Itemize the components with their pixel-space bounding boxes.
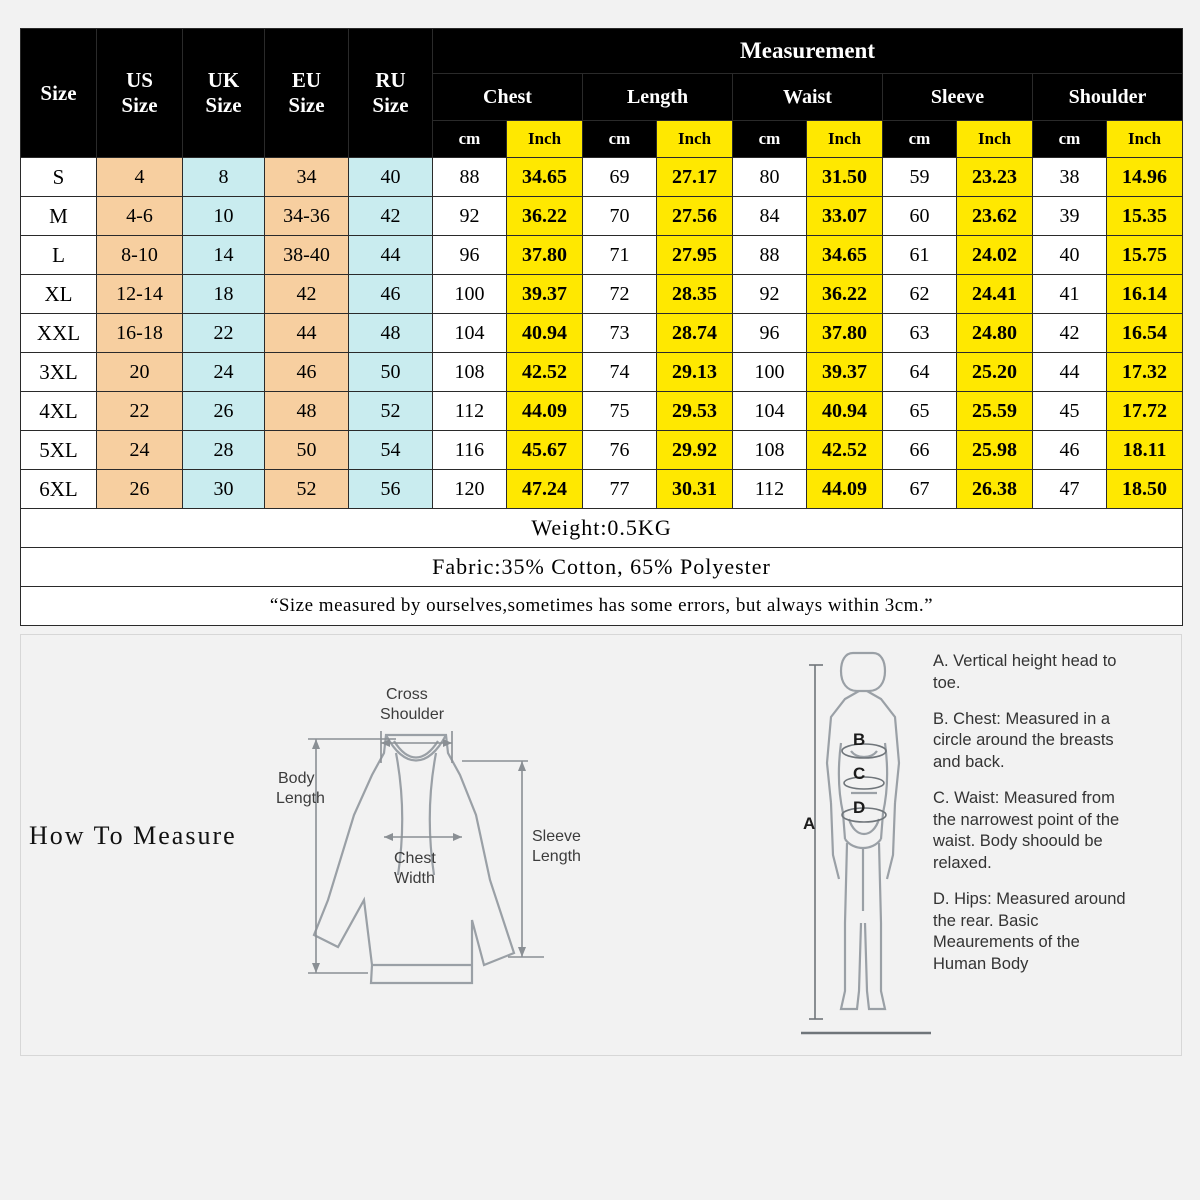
label-chest-width-line1: Chest <box>394 850 436 867</box>
cell-us: 24 <box>97 431 183 470</box>
table-row <box>21 275 1183 314</box>
cell-eu: 44 <box>265 314 349 353</box>
unit-chest-cm: cm <box>433 121 507 158</box>
cell-chest-cm: 92 <box>433 197 507 236</box>
col-header-shoulder: Shoulder <box>1033 74 1183 121</box>
cell-waist-inch: 33.07 <box>807 197 883 236</box>
cell-shoulder-cm: 40 <box>1033 236 1107 275</box>
note-row-fabric <box>21 548 1183 587</box>
cell-chest-cm: 104 <box>433 314 507 353</box>
cell-shoulder-inch: 18.50 <box>1107 470 1183 509</box>
cell-length-inch: 29.13 <box>657 353 733 392</box>
note-row-disclaimer <box>21 587 1183 626</box>
col-header-eu-line1: EU <box>291 68 322 92</box>
cell-ru: 44 <box>349 236 433 275</box>
col-header-us-line2: Size <box>121 93 158 117</box>
shirt-diagram <box>276 665 606 1010</box>
cell-shoulder-inch: 15.75 <box>1107 236 1183 275</box>
cell-chest-cm: 96 <box>433 236 507 275</box>
note-fabric: Fabric:35% Cotton, 65% Polyester <box>21 548 1183 587</box>
cell-chest-inch: 36.22 <box>507 197 583 236</box>
cell-sleeve-cm: 64 <box>883 353 957 392</box>
unit-sleeve-cm: cm <box>883 121 957 158</box>
label-sleeve-length-line2: Length <box>532 848 581 865</box>
cell-length-inch: 30.31 <box>657 470 733 509</box>
cell-shoulder-cm: 46 <box>1033 431 1107 470</box>
cell-chest-inch: 47.24 <box>507 470 583 509</box>
cell-uk: 22 <box>183 314 265 353</box>
cell-waist-cm: 84 <box>733 197 807 236</box>
unit-chest-inch: Inch <box>507 121 583 158</box>
cell-shoulder-inch: 15.35 <box>1107 197 1183 236</box>
how-to-measure-title: How To Measure <box>29 821 237 850</box>
cell-chest-inch: 39.37 <box>507 275 583 314</box>
cell-length-inch: 27.95 <box>657 236 733 275</box>
col-header-sleeve: Sleeve <box>883 74 1033 121</box>
col-header-eu-line2: Size <box>288 93 325 117</box>
cell-length-inch: 29.92 <box>657 431 733 470</box>
cell-shoulder-cm: 39 <box>1033 197 1107 236</box>
cell-length-inch: 27.17 <box>657 158 733 197</box>
cell-shoulder-cm: 44 <box>1033 353 1107 392</box>
cell-length-inch: 27.56 <box>657 197 733 236</box>
cell-waist-inch: 40.94 <box>807 392 883 431</box>
cell-eu: 46 <box>265 353 349 392</box>
body-marker-a: A <box>803 814 816 833</box>
cell-sleeve-cm: 65 <box>883 392 957 431</box>
cell-chest-cm: 112 <box>433 392 507 431</box>
cell-length-cm: 75 <box>583 392 657 431</box>
col-header-ru-line2: Size <box>372 93 409 117</box>
cell-length-inch: 29.53 <box>657 392 733 431</box>
cell-eu: 52 <box>265 470 349 509</box>
unit-waist-cm: cm <box>733 121 807 158</box>
col-header-waist: Waist <box>733 74 883 121</box>
cell-length-cm: 70 <box>583 197 657 236</box>
cell-us: 4 <box>97 158 183 197</box>
unit-waist-inch: Inch <box>807 121 883 158</box>
cell-uk: 18 <box>183 275 265 314</box>
cell-shoulder-cm: 47 <box>1033 470 1107 509</box>
cell-sleeve-cm: 60 <box>883 197 957 236</box>
cell-waist-inch: 31.50 <box>807 158 883 197</box>
cell-ru: 56 <box>349 470 433 509</box>
cell-ru: 42 <box>349 197 433 236</box>
table-header-row-1 <box>21 29 1183 74</box>
cell-shoulder-cm: 45 <box>1033 392 1107 431</box>
cell-chest-inch: 37.80 <box>507 236 583 275</box>
label-cross-shoulder-line2: Shoulder <box>380 706 445 723</box>
label-cross-shoulder-line1: Cross <box>386 686 428 703</box>
cell-waist-inch: 39.37 <box>807 353 883 392</box>
cell-sleeve-cm: 59 <box>883 158 957 197</box>
legend-item-d: D. Hips: Measured around the rear. Basic Meaurements of the Human Body <box>933 889 1126 974</box>
cell-size: M <box>21 197 97 236</box>
col-header-uk-line1: UK <box>207 68 240 92</box>
cell-shoulder-cm: 41 <box>1033 275 1107 314</box>
col-header-eu-size <box>265 29 349 158</box>
table-row <box>21 470 1183 509</box>
cell-us: 4-6 <box>97 197 183 236</box>
cell-shoulder-inch: 16.14 <box>1107 275 1183 314</box>
col-header-ru-line1: RU <box>375 68 406 92</box>
cell-us: 8-10 <box>97 236 183 275</box>
cell-sleeve-inch: 23.62 <box>957 197 1033 236</box>
col-header-ru-size <box>349 29 433 158</box>
cell-shoulder-cm: 38 <box>1033 158 1107 197</box>
cell-size: L <box>21 236 97 275</box>
cell-uk: 8 <box>183 158 265 197</box>
body-marker-b: B <box>853 730 866 749</box>
label-body-length-line1: Body <box>278 770 315 787</box>
cell-sleeve-inch: 24.41 <box>957 275 1033 314</box>
unit-shoulder-inch: Inch <box>1107 121 1183 158</box>
cell-ru: 50 <box>349 353 433 392</box>
cell-sleeve-cm: 63 <box>883 314 957 353</box>
label-chest-width-line2: Width <box>394 870 435 887</box>
cell-uk: 26 <box>183 392 265 431</box>
cell-waist-inch: 36.22 <box>807 275 883 314</box>
cell-us: 12-14 <box>97 275 183 314</box>
cell-uk: 14 <box>183 236 265 275</box>
cell-waist-inch: 37.80 <box>807 314 883 353</box>
size-chart-table <box>20 28 1183 626</box>
table-row <box>21 236 1183 275</box>
col-header-uk-size <box>183 29 265 158</box>
cell-waist-cm: 92 <box>733 275 807 314</box>
legend-item-b: B. Chest: Measured in a circle around the breasts and back. <box>933 709 1114 772</box>
cell-sleeve-inch: 26.38 <box>957 470 1033 509</box>
unit-sleeve-inch: Inch <box>957 121 1033 158</box>
cell-sleeve-inch: 24.80 <box>957 314 1033 353</box>
cell-chest-cm: 108 <box>433 353 507 392</box>
cell-size: S <box>21 158 97 197</box>
cell-waist-inch: 44.09 <box>807 470 883 509</box>
cell-ru: 54 <box>349 431 433 470</box>
col-header-us-size <box>97 29 183 158</box>
cell-size: 6XL <box>21 470 97 509</box>
cell-ru: 52 <box>349 392 433 431</box>
cell-length-cm: 74 <box>583 353 657 392</box>
cell-chest-inch: 40.94 <box>507 314 583 353</box>
cell-eu: 42 <box>265 275 349 314</box>
table-row <box>21 197 1183 236</box>
col-header-uk-line2: Size <box>205 93 242 117</box>
cell-uk: 30 <box>183 470 265 509</box>
unit-length-cm: cm <box>583 121 657 158</box>
cell-chest-inch: 44.09 <box>507 392 583 431</box>
how-to-measure-panel <box>20 634 1182 1056</box>
col-header-us-line1: US <box>126 68 153 92</box>
cell-us: 22 <box>97 392 183 431</box>
cell-sleeve-cm: 66 <box>883 431 957 470</box>
cell-size: 5XL <box>21 431 97 470</box>
cell-shoulder-inch: 17.32 <box>1107 353 1183 392</box>
cell-sleeve-cm: 67 <box>883 470 957 509</box>
cell-shoulder-cm: 42 <box>1033 314 1107 353</box>
cell-chest-inch: 45.67 <box>507 431 583 470</box>
cell-sleeve-cm: 61 <box>883 236 957 275</box>
cell-sleeve-inch: 24.02 <box>957 236 1033 275</box>
cell-ru: 40 <box>349 158 433 197</box>
cell-ru: 48 <box>349 314 433 353</box>
table-row <box>21 314 1183 353</box>
cell-waist-inch: 42.52 <box>807 431 883 470</box>
note-row-weight <box>21 509 1183 548</box>
cell-size: 3XL <box>21 353 97 392</box>
legend-item-a: A. Vertical height head to toe. <box>933 652 1117 692</box>
unit-length-inch: Inch <box>657 121 733 158</box>
cell-eu: 48 <box>265 392 349 431</box>
cell-length-cm: 76 <box>583 431 657 470</box>
legend-item-c: C. Waist: Measured from the narrowest point of the waist. Body shoould be relaxed. <box>933 788 1120 873</box>
body-diagram <box>801 643 931 1048</box>
cell-waist-cm: 96 <box>733 314 807 353</box>
cell-length-cm: 77 <box>583 470 657 509</box>
col-header-length: Length <box>583 74 733 121</box>
cell-waist-cm: 108 <box>733 431 807 470</box>
cell-waist-cm: 104 <box>733 392 807 431</box>
cell-sleeve-inch: 25.59 <box>957 392 1033 431</box>
table-row <box>21 392 1183 431</box>
col-header-measurement: Measurement <box>433 29 1183 74</box>
cell-eu: 34-36 <box>265 197 349 236</box>
cell-chest-cm: 120 <box>433 470 507 509</box>
cell-length-cm: 73 <box>583 314 657 353</box>
cell-chest-inch: 34.65 <box>507 158 583 197</box>
table-row <box>21 431 1183 470</box>
measure-legend <box>933 651 1133 976</box>
cell-waist-cm: 100 <box>733 353 807 392</box>
table-row <box>21 158 1183 197</box>
col-header-size: Size <box>21 29 97 158</box>
cell-length-inch: 28.35 <box>657 275 733 314</box>
body-marker-d: D <box>853 798 866 817</box>
cell-eu: 34 <box>265 158 349 197</box>
cell-sleeve-inch: 25.20 <box>957 353 1033 392</box>
cell-eu: 38-40 <box>265 236 349 275</box>
cell-chest-cm: 100 <box>433 275 507 314</box>
table-row <box>21 353 1183 392</box>
cell-sleeve-inch: 25.98 <box>957 431 1033 470</box>
cell-size: XXL <box>21 314 97 353</box>
cell-chest-cm: 116 <box>433 431 507 470</box>
cell-chest-cm: 88 <box>433 158 507 197</box>
cell-us: 26 <box>97 470 183 509</box>
cell-shoulder-inch: 16.54 <box>1107 314 1183 353</box>
cell-sleeve-cm: 62 <box>883 275 957 314</box>
cell-length-cm: 71 <box>583 236 657 275</box>
label-sleeve-length-line1: Sleeve <box>532 828 581 845</box>
cell-waist-cm: 80 <box>733 158 807 197</box>
cell-shoulder-inch: 18.11 <box>1107 431 1183 470</box>
unit-shoulder-cm: cm <box>1033 121 1107 158</box>
cell-size: 4XL <box>21 392 97 431</box>
cell-uk: 10 <box>183 197 265 236</box>
cell-waist-inch: 34.65 <box>807 236 883 275</box>
label-body-length-line2: Length <box>276 790 325 807</box>
cell-length-cm: 72 <box>583 275 657 314</box>
cell-us: 16-18 <box>97 314 183 353</box>
cell-ru: 46 <box>349 275 433 314</box>
cell-sleeve-inch: 23.23 <box>957 158 1033 197</box>
cell-size: XL <box>21 275 97 314</box>
cell-length-inch: 28.74 <box>657 314 733 353</box>
cell-uk: 28 <box>183 431 265 470</box>
cell-waist-cm: 88 <box>733 236 807 275</box>
note-weight: Weight:0.5KG <box>21 509 1183 548</box>
note-disclaimer: “Size measured by ourselves,sometimes has some errors, but always within 3cm.” <box>21 587 1183 626</box>
cell-us: 20 <box>97 353 183 392</box>
cell-waist-cm: 112 <box>733 470 807 509</box>
cell-uk: 24 <box>183 353 265 392</box>
cell-eu: 50 <box>265 431 349 470</box>
body-marker-c: C <box>853 764 866 783</box>
cell-chest-inch: 42.52 <box>507 353 583 392</box>
cell-length-cm: 69 <box>583 158 657 197</box>
col-header-chest: Chest <box>433 74 583 121</box>
cell-shoulder-inch: 14.96 <box>1107 158 1183 197</box>
cell-shoulder-inch: 17.72 <box>1107 392 1183 431</box>
